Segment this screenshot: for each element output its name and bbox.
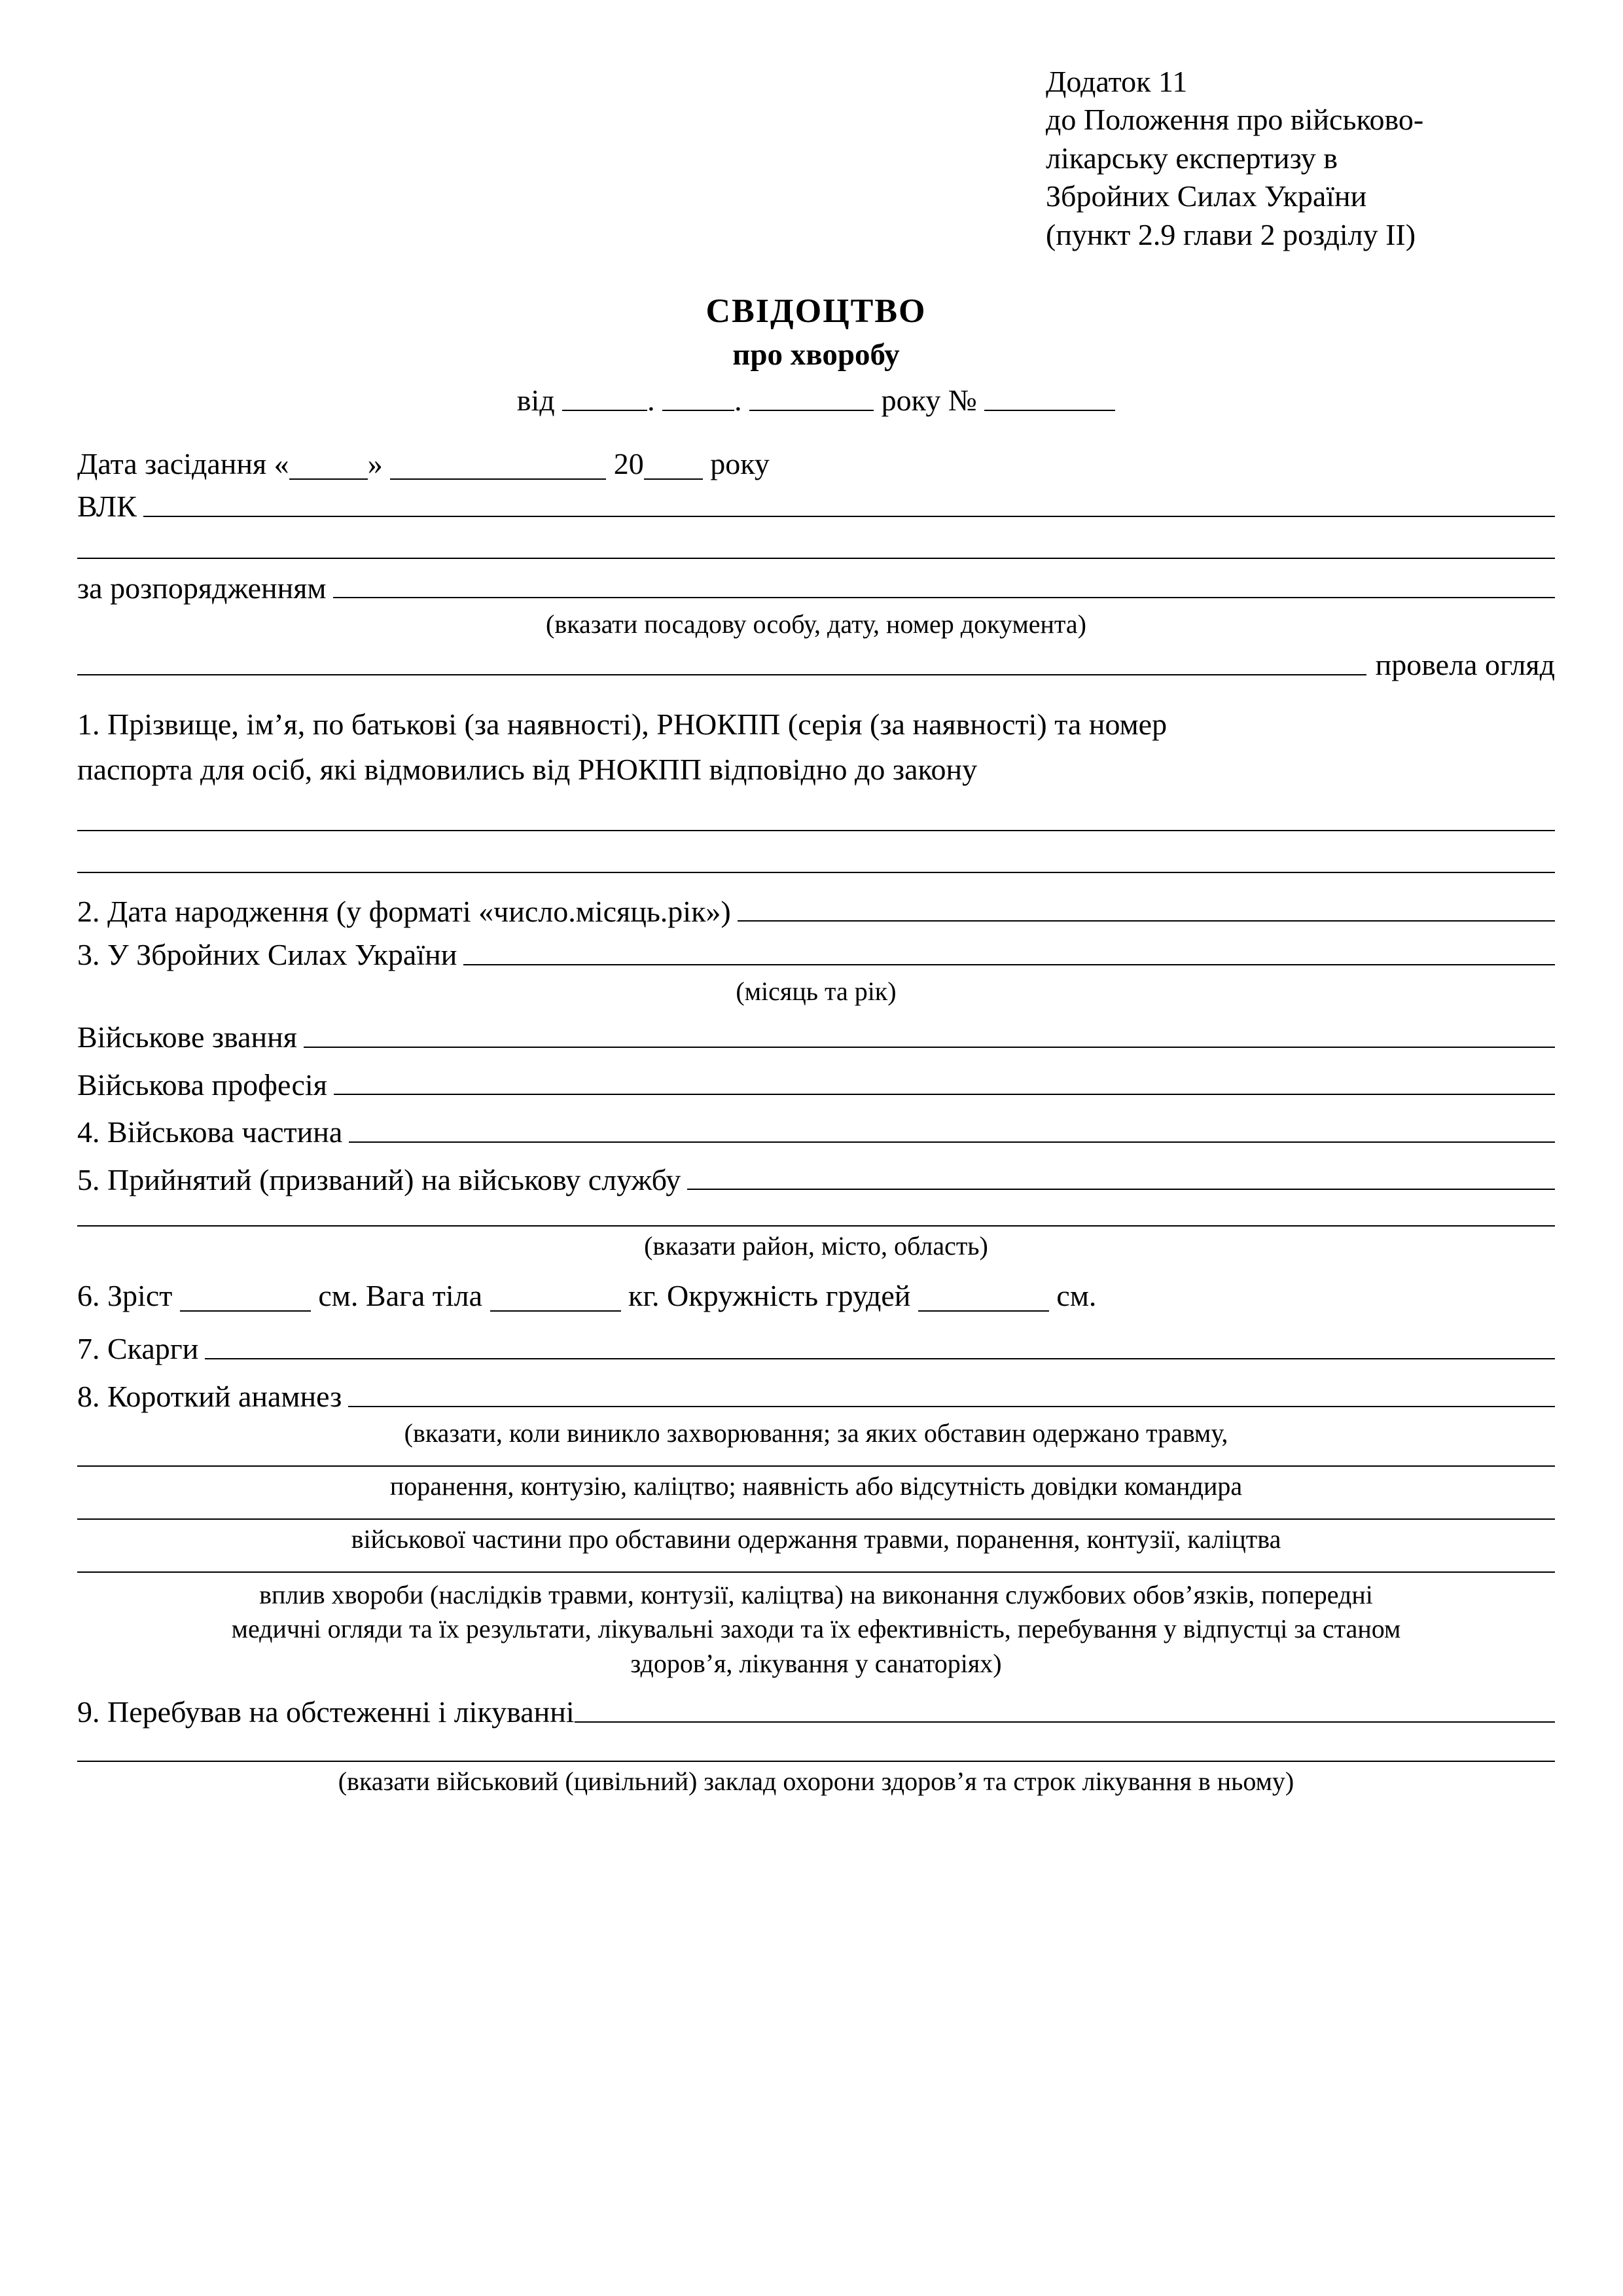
rank-line bbox=[77, 1021, 1555, 1054]
item-8-line bbox=[77, 1380, 1555, 1414]
rank-label: Військове звання bbox=[77, 1020, 297, 1054]
item-3-caption: (місяць та рік) bbox=[736, 977, 897, 1006]
order-caption: (вказати посадову особу, дату, номер документа) bbox=[546, 609, 1086, 639]
item-9-blank[interactable] bbox=[575, 1721, 1555, 1723]
item-1-line-2: паспорта для осіб, які відмовились від РНОКПП відповідно до закону bbox=[77, 752, 978, 786]
appendix-header-line-5: (пункт 2.9 глави 2 розділу II) bbox=[1046, 217, 1416, 251]
date-sep-1: . bbox=[647, 384, 655, 418]
item-3-blank[interactable] bbox=[463, 964, 1555, 965]
item-6-line bbox=[77, 1273, 1555, 1318]
item-8-caption-4-line-2: медичні огляди та їх результати, лікувальні заходи та їх ефективність, перебування у відпустці за станом bbox=[231, 1614, 1401, 1644]
meeting-date-line bbox=[77, 441, 1555, 486]
item-6-chest-label: кг. Окружність грудей bbox=[628, 1279, 911, 1313]
order-line bbox=[77, 572, 1555, 605]
item-6-chest-blank[interactable] bbox=[918, 1310, 1049, 1312]
item-8-caption-1: (вказати, коли виникло захворювання; за яких обставин одержано травму, bbox=[404, 1418, 1228, 1448]
item-6-height-blank[interactable] bbox=[180, 1310, 311, 1312]
item-1-blank-2[interactable] bbox=[77, 872, 1555, 873]
item-4-label: 4. Військова частина bbox=[77, 1115, 343, 1149]
item-7-line bbox=[77, 1333, 1555, 1366]
item-8-blank[interactable] bbox=[348, 1406, 1555, 1407]
item-8-caption-4-line-3: здоров’я, лікування у санаторіях) bbox=[630, 1649, 1002, 1679]
item-5-line bbox=[77, 1164, 1555, 1197]
item-6-weight-blank[interactable] bbox=[490, 1310, 621, 1312]
order-blank[interactable] bbox=[333, 597, 1555, 598]
order-second-line bbox=[77, 649, 1555, 682]
item-8-blank-3[interactable] bbox=[77, 1518, 1555, 1520]
meeting-year-word: року bbox=[710, 447, 770, 481]
item-6-unit-label: см. bbox=[1056, 1279, 1097, 1313]
number-sign-label: № bbox=[948, 384, 977, 418]
profession-blank[interactable] bbox=[334, 1094, 1555, 1095]
date-prefix-label: від bbox=[516, 384, 555, 418]
item-9-line bbox=[77, 1696, 1555, 1729]
appendix-header-line-2: до Положення про військово- bbox=[1046, 103, 1424, 137]
appendix-header-line-1: Додаток 11 bbox=[1046, 65, 1188, 98]
rank-blank[interactable] bbox=[304, 1047, 1555, 1048]
item-2-line bbox=[77, 895, 1555, 929]
item-8-caption-4-line-1: вплив хвороби (наслідків травми, контузії, каліцтва) на виконання службових обов’язків, попередні bbox=[259, 1579, 1373, 1609]
order-label: за розпорядженням bbox=[77, 571, 327, 605]
date-month-blank[interactable] bbox=[662, 410, 734, 411]
item-2-blank[interactable] bbox=[738, 920, 1555, 922]
page-title: СВІДОЦТВО bbox=[705, 293, 927, 331]
date-year-blank[interactable] bbox=[749, 410, 874, 411]
page-subtitle: про хворобу bbox=[732, 338, 900, 372]
item-9-caption: (вказати військовий (цивільний) заклад охорони здоров’я та строк лікування в ньому) bbox=[338, 1766, 1294, 1796]
meeting-year-blank[interactable] bbox=[644, 478, 703, 480]
appendix-header-line-3: лікарську експертизу в bbox=[1046, 141, 1338, 175]
order-blank-2[interactable] bbox=[77, 674, 1366, 675]
profession-line bbox=[77, 1069, 1555, 1102]
item-8-caption-3: військової частини про обставини одержання травми, поранення, контузії, каліцтва bbox=[351, 1524, 1281, 1554]
vlk-label: ВЛК bbox=[77, 490, 137, 524]
item-3-line bbox=[77, 939, 1555, 972]
item-9-blank-2[interactable] bbox=[77, 1761, 1555, 1762]
item-5-blank-2[interactable] bbox=[77, 1225, 1555, 1227]
item-5-blank[interactable] bbox=[687, 1189, 1555, 1190]
vlk-blank[interactable] bbox=[143, 516, 1555, 517]
item-7-label: 7. Скарги bbox=[77, 1332, 199, 1366]
item-8-caption-2: поранення, контузію, каліцтво; наявність або відсутність довідки командира bbox=[389, 1471, 1243, 1501]
meeting-quote-close: » bbox=[367, 447, 383, 481]
item-6-weight-label: см. Вага тіла bbox=[318, 1279, 483, 1313]
item-4-blank[interactable] bbox=[349, 1141, 1555, 1143]
meeting-day-blank[interactable] bbox=[289, 478, 368, 480]
item-1-line-1: 1. Прізвище, ім’я, по батькові (за наявності), РНОКПП (серія (за наявності) та номер bbox=[77, 707, 1168, 741]
item-3-label: 3. У Збройних Силах України bbox=[77, 938, 457, 972]
meeting-month-blank[interactable] bbox=[390, 478, 606, 480]
item-4-line bbox=[77, 1116, 1555, 1149]
document-number-blank[interactable] bbox=[984, 410, 1115, 411]
item-1-blank-1[interactable] bbox=[77, 830, 1555, 831]
item-8-blank-4[interactable] bbox=[77, 1571, 1555, 1573]
item-7-blank[interactable] bbox=[205, 1358, 1555, 1359]
order-suffix-label: провела огляд bbox=[1375, 648, 1555, 682]
item-8-label: 8. Короткий анамнез bbox=[77, 1379, 342, 1413]
vlk-line bbox=[77, 490, 1555, 524]
item-8-caption-4 bbox=[77, 1578, 1555, 1681]
item-5-caption: (вказати район, місто, область) bbox=[644, 1231, 988, 1261]
appendix-header-line-4: Збройних Силах України bbox=[1046, 179, 1367, 213]
appendix-header bbox=[1046, 63, 1555, 254]
item-5-label: 5. Прийнятий (призваний) на військову службу bbox=[77, 1162, 681, 1196]
year-word-label: року bbox=[881, 384, 941, 418]
profession-label: Військова професія bbox=[77, 1067, 327, 1102]
item-2-label: 2. Дата народження (у форматі «число.місяць.рік») bbox=[77, 894, 731, 928]
date-day-blank[interactable] bbox=[562, 410, 647, 411]
date-sep-2: . bbox=[734, 384, 742, 418]
vlk-blank-second-line[interactable] bbox=[77, 558, 1555, 559]
meeting-year-prefix: 20 bbox=[613, 447, 644, 481]
item-9-label: 9. Перебував на обстеженні і лікуванні bbox=[77, 1695, 575, 1729]
meeting-date-label: Дата засідання « bbox=[77, 447, 289, 481]
item-6-height-label: 6. Зріст bbox=[77, 1279, 173, 1313]
item-8-blank-2[interactable] bbox=[77, 1465, 1555, 1467]
document-date-line bbox=[77, 383, 1555, 418]
